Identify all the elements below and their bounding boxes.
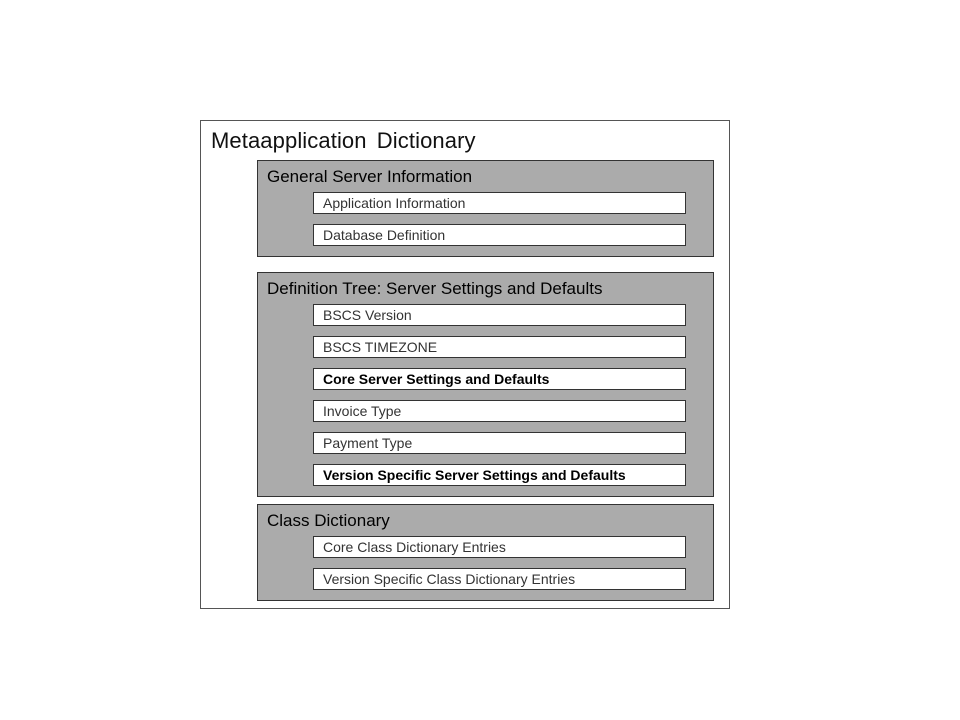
item-bscs-version: BSCS Version xyxy=(313,304,686,326)
group-class-dictionary xyxy=(257,504,714,601)
item-core-class-dictionary-entries: Core Class Dictionary Entries xyxy=(313,536,686,558)
metaapplication-dictionary-box xyxy=(200,120,730,609)
item-invoice-type: Invoice Type xyxy=(313,400,686,422)
group-general-server-information xyxy=(257,160,714,257)
item-core-server-settings: Core Server Settings and Defaults xyxy=(313,368,686,390)
item-application-information: Application Information xyxy=(313,192,686,214)
group-definition-tree xyxy=(257,272,714,497)
item-bscs-timezone: BSCS TIMEZONE xyxy=(313,336,686,358)
item-database-definition: Database Definition xyxy=(313,224,686,246)
item-version-specific-server-settings: Version Specific Server Settings and Defaults xyxy=(313,464,686,486)
group-title: Class Dictionary xyxy=(267,511,390,530)
item-payment-type: Payment Type xyxy=(313,432,686,454)
diagram-title: Metaapplication Dictionary xyxy=(211,128,476,153)
group-title: General Server Information xyxy=(267,167,473,186)
group-title: Definition Tree: Server Settings and Defaults xyxy=(267,279,603,298)
item-version-specific-class-dictionary-entries: Version Specific Class Dictionary Entries xyxy=(313,568,686,590)
